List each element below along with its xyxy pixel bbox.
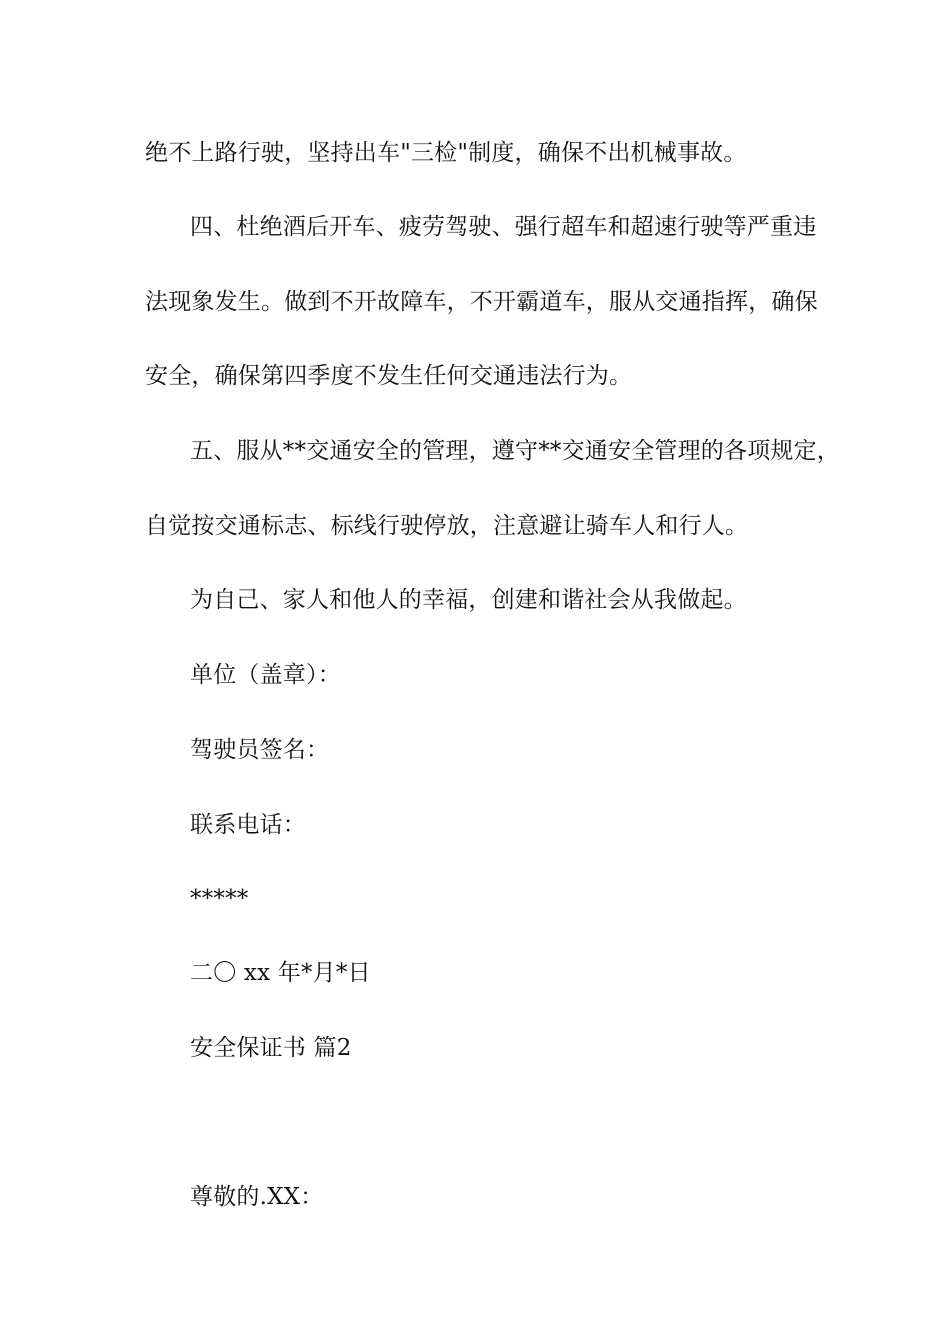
masked-name: ***** xyxy=(190,886,249,912)
salutation: 尊敬的.XX： xyxy=(190,1184,324,1210)
paragraph-line: 自觉按交通标志、标线行驶停放，注意避让骑车人和行人。 xyxy=(145,513,749,539)
paragraph-line: 绝不上路行驶，坚持出车"三检"制度，确保不出机械事故。 xyxy=(145,140,747,166)
date-line: 二〇 xx 年*月*日 xyxy=(190,960,371,986)
unit-seal-label: 单位（盖章）： xyxy=(190,662,341,688)
paragraph-line: 为自己、家人和他人的幸福，创建和谐社会从我做起。 xyxy=(190,587,747,613)
section-title: 安全保证书 篇2 xyxy=(190,1035,352,1061)
paragraph-line: 法现象发生。做到不开故障车，不开霸道车，服从交通指挥，确保 xyxy=(145,289,818,315)
contact-phone-label: 联系电话： xyxy=(190,812,306,838)
paragraph-line: 四、杜绝酒后开车、疲劳驾驶、强行超车和超速行驶等严重违 xyxy=(190,214,817,240)
paragraph-line: 安全，确保第四季度不发生任何交通违法行为。 xyxy=(145,363,633,389)
driver-signature-label: 驾驶员签名： xyxy=(190,737,330,763)
paragraph-line: 五、服从**交通安全的管理，遵守**交通安全管理的各项规定， xyxy=(190,438,840,464)
